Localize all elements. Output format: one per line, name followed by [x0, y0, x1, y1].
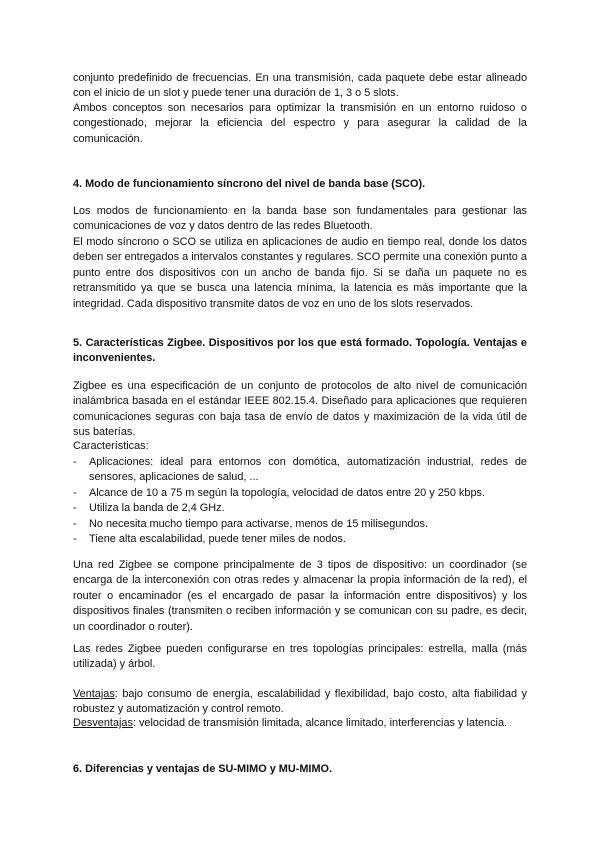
ventajas-label: Ventajas — [73, 688, 115, 700]
topology-paragraph: Las redes Zigbee pueden configurarse en tres topologías principales: estrella, malla (más utilizada) y árbol. — [73, 643, 527, 671]
intro-paragraph-2: Ambos conceptos son necesarios para optimizar la transmisión en un entorno ruidoso o congestionado, mejorar la eficiencia del espectro y para asegurar la calidad de la comunicación. — [73, 102, 527, 145]
list-item: - Alcance de 10 a 75 m según la topología, velocidad de datos entre 20 y 250 kbps. — [73, 486, 527, 501]
ventajas-text: : bajo consumo de energía, escalabilidad y flexibilidad, bajo costo, alta fiabilidad y robustez y automatización y control remoto. — [73, 688, 527, 716]
desventajas-label: Desventajas — [73, 717, 133, 729]
list-item: - Utiliza la banda de 2,4 GHz. — [73, 501, 527, 516]
features-list — [73, 455, 527, 547]
section-4-heading: 4. Modo de funcionamiento síncrono del nivel de banda base (SCO). — [73, 178, 426, 190]
devices-paragraph: Una red Zigbee se compone principalmente de 3 tipos de dispositivo: un coordinador (se encarga de la interconexión con otras redes y almacenar la propia información de la red), el router o encaminador (es el encargado de pasar la información entre dispositivos) y los dispositivos finales (transmiten o reciben información y se comunican con su padre, es decir, un coordinador o router). — [73, 559, 527, 633]
section-5-heading: 5. Características Zigbee. Dispositivos por los que está formado. Topología. Ventajas e inconvenientes. — [73, 337, 527, 365]
list-item: - No necesita mucho tiempo para activarse, menos de 15 milisegundos. — [73, 517, 527, 532]
section-4-paragraph-2: El modo síncrono o SCO se utiliza en aplicaciones de audio en tiempo real, donde los datos deben ser entregados a intervalos constantes y regulares. SCO permite una conexión punto a punto entre dos dispositivos con un ancho de banda fijo. Si se daña un paquete no es retransmitido ya que se busca una latencia mínima, la latencia es más importante que la integridad. Cada dispositivo transmite datos de voz en uno de los slots reservados. — [73, 236, 527, 310]
list-item: - Aplicaciones: ideal para entornos con domótica, automatización industrial, redes de sensores, aplicaciones de salud, ... — [73, 455, 527, 486]
desventajas-text: : velocidad de transmisión limitada, alcance limitado, interferencias y latencia. — [132, 717, 508, 729]
ventajas-paragraph — [73, 687, 527, 718]
section-4-paragraph-1: Los modos de funcionamiento en la banda base son fundamentales para gestionar las comunicaciones de voz y datos dentro de las redes Bluetooth. — [73, 205, 527, 233]
desventajas-paragraph — [73, 716, 527, 731]
intro-paragraph-1: conjunto predefinido de frecuencias. En una transmisión, cada paquete debe estar alineado con el inicio de un slot y puede tener una duración de 1, 3 o 5 slots. — [73, 72, 527, 100]
list-item: - Tiene alta escalabilidad, puede tener miles de nodos. — [73, 532, 527, 547]
section-6-heading: 6. Diferencias y ventajas de SU-MIMO y MU-MIMO. — [73, 763, 333, 775]
features-label: Características: — [73, 440, 149, 452]
section-5-paragraph-1: Zigbee es una especificación de un conjunto de protocolos de alto nivel de comunicación inalámbrica basada en el estándar IEEE 802.15.4. Diseñado para aplicaciones que requieren comunicaciones seguras con baja tasa de envío de datos y maximización de la vida útil de sus baterías. — [73, 380, 527, 439]
